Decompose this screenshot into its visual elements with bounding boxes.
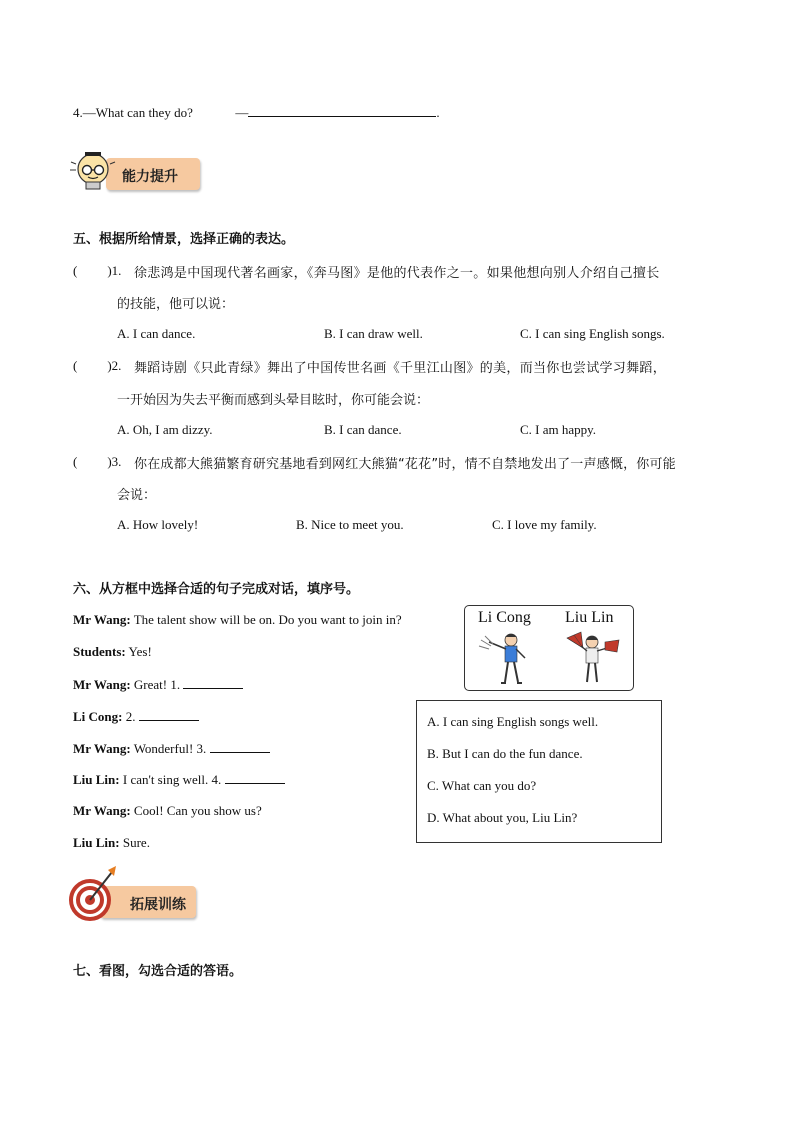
- section-7-title: 七、看图，勾选合适的答语。: [73, 964, 243, 979]
- question-4-end: .: [436, 105, 440, 120]
- banner-extension-label: 拓展训练: [130, 897, 186, 913]
- question-number: )2.: [107, 358, 122, 373]
- dialogue-line: [73, 612, 402, 628]
- option-c[interactable]: C. I can sing English songs.: [520, 326, 665, 341]
- target-arrow-icon: [68, 864, 124, 922]
- banner-ability-label: 能力提升: [122, 169, 178, 185]
- question-4-text: 4.—What can they do?: [73, 105, 193, 120]
- question-3-line2: 会说：: [117, 488, 157, 503]
- options-box: [416, 700, 662, 843]
- question-number: )3.: [107, 454, 122, 469]
- option-b[interactable]: B. Nice to meet you.: [296, 517, 404, 532]
- speaker: Mr Wang:: [73, 677, 131, 692]
- answer-blank-q4[interactable]: [248, 104, 436, 117]
- paren-open: (: [73, 454, 78, 469]
- speaker: Mr Wang:: [73, 803, 131, 818]
- picture-label-liu-lin: Liu Lin: [565, 609, 614, 626]
- option-d: D. What about you, Liu Lin?: [427, 810, 578, 825]
- paren-open: (: [73, 263, 78, 278]
- question-3-line1: 你在成都大熊猫繁育研究基地看到网红大熊猫“花花”时，情不自禁地发出了一声感慨，你可能: [134, 457, 676, 472]
- option-b: B. But I can do the fun dance.: [427, 746, 583, 761]
- speech: Great! 1.: [133, 677, 181, 692]
- dialogue-line: [73, 771, 285, 788]
- answer-blank-2[interactable]: [139, 708, 199, 721]
- question-number: )1.: [107, 263, 122, 278]
- dialogue-line: [73, 835, 150, 851]
- option-c[interactable]: C. I am happy.: [520, 422, 597, 437]
- speech: The talent show will be on. Do you want to join in?: [133, 612, 402, 627]
- question-2-line2: 一开始因为失去平衡而感到头晕目眩时，你可能会说：: [117, 393, 430, 408]
- question-4: [73, 104, 440, 121]
- answer-blank-4[interactable]: [225, 771, 285, 784]
- speech: Yes!: [128, 644, 152, 659]
- question-4-dash: —: [235, 105, 249, 120]
- option-b[interactable]: B. I can dance.: [324, 422, 402, 437]
- boy-singing-illustration: [475, 630, 535, 688]
- option-a[interactable]: A. How lovely!: [117, 517, 199, 532]
- dialogue-line: [73, 708, 199, 725]
- option-c: C. What can you do?: [427, 778, 537, 793]
- picture-label-li-cong: Li Cong: [478, 609, 531, 626]
- dialogue-line: [73, 644, 152, 660]
- dialogue-line: [73, 676, 243, 693]
- option-b[interactable]: B. I can draw well.: [324, 326, 423, 341]
- speaker: Students:: [73, 644, 126, 659]
- girl-dancing-illustration: [561, 630, 623, 688]
- speaker: Liu Lin:: [73, 835, 120, 850]
- question-1-line1: 徐悲鸿是中国现代著名画家，《奔马图》是他的代表作之一。如果他想向别人介绍自己擅长: [134, 266, 660, 281]
- speaker: Mr Wang:: [73, 741, 131, 756]
- option-a: A. I can sing English songs well.: [427, 714, 599, 729]
- dialogue-line: [73, 740, 270, 757]
- lightbulb-glasses-icon: [68, 150, 118, 194]
- speaker: Liu Lin:: [73, 772, 120, 787]
- speech: Cool! Can you show us?: [133, 803, 262, 818]
- speaker: Mr Wang:: [73, 612, 131, 627]
- section-5-title: 五、根据所给情景，选择正确的表达。: [73, 232, 295, 247]
- section-6-title: 六、从方框中选择合适的句子完成对话，填序号。: [73, 582, 360, 597]
- option-a[interactable]: A. I can dance.: [117, 326, 196, 341]
- option-a[interactable]: A. Oh, I am dizzy.: [117, 422, 213, 437]
- paren-open: (: [73, 358, 78, 373]
- picture-frame: [464, 605, 634, 691]
- speech: I can't sing well. 4.: [122, 772, 222, 787]
- question-1-line2: 的技能，他可以说：: [117, 297, 235, 312]
- answer-blank-3[interactable]: [210, 740, 270, 753]
- speech: Wonderful! 3.: [133, 741, 207, 756]
- option-c[interactable]: C. I love my family.: [492, 517, 597, 532]
- speech: 2.: [125, 709, 136, 724]
- speech: Sure.: [122, 835, 150, 850]
- question-2-line1: 舞蹈诗剧《只此青绿》舞出了中国传世名画《千里江山图》的美，而当你也尝试学习舞蹈，: [134, 361, 667, 376]
- answer-blank-1[interactable]: [183, 676, 243, 689]
- dialogue-line: [73, 803, 262, 819]
- speaker: Li Cong:: [73, 709, 123, 724]
